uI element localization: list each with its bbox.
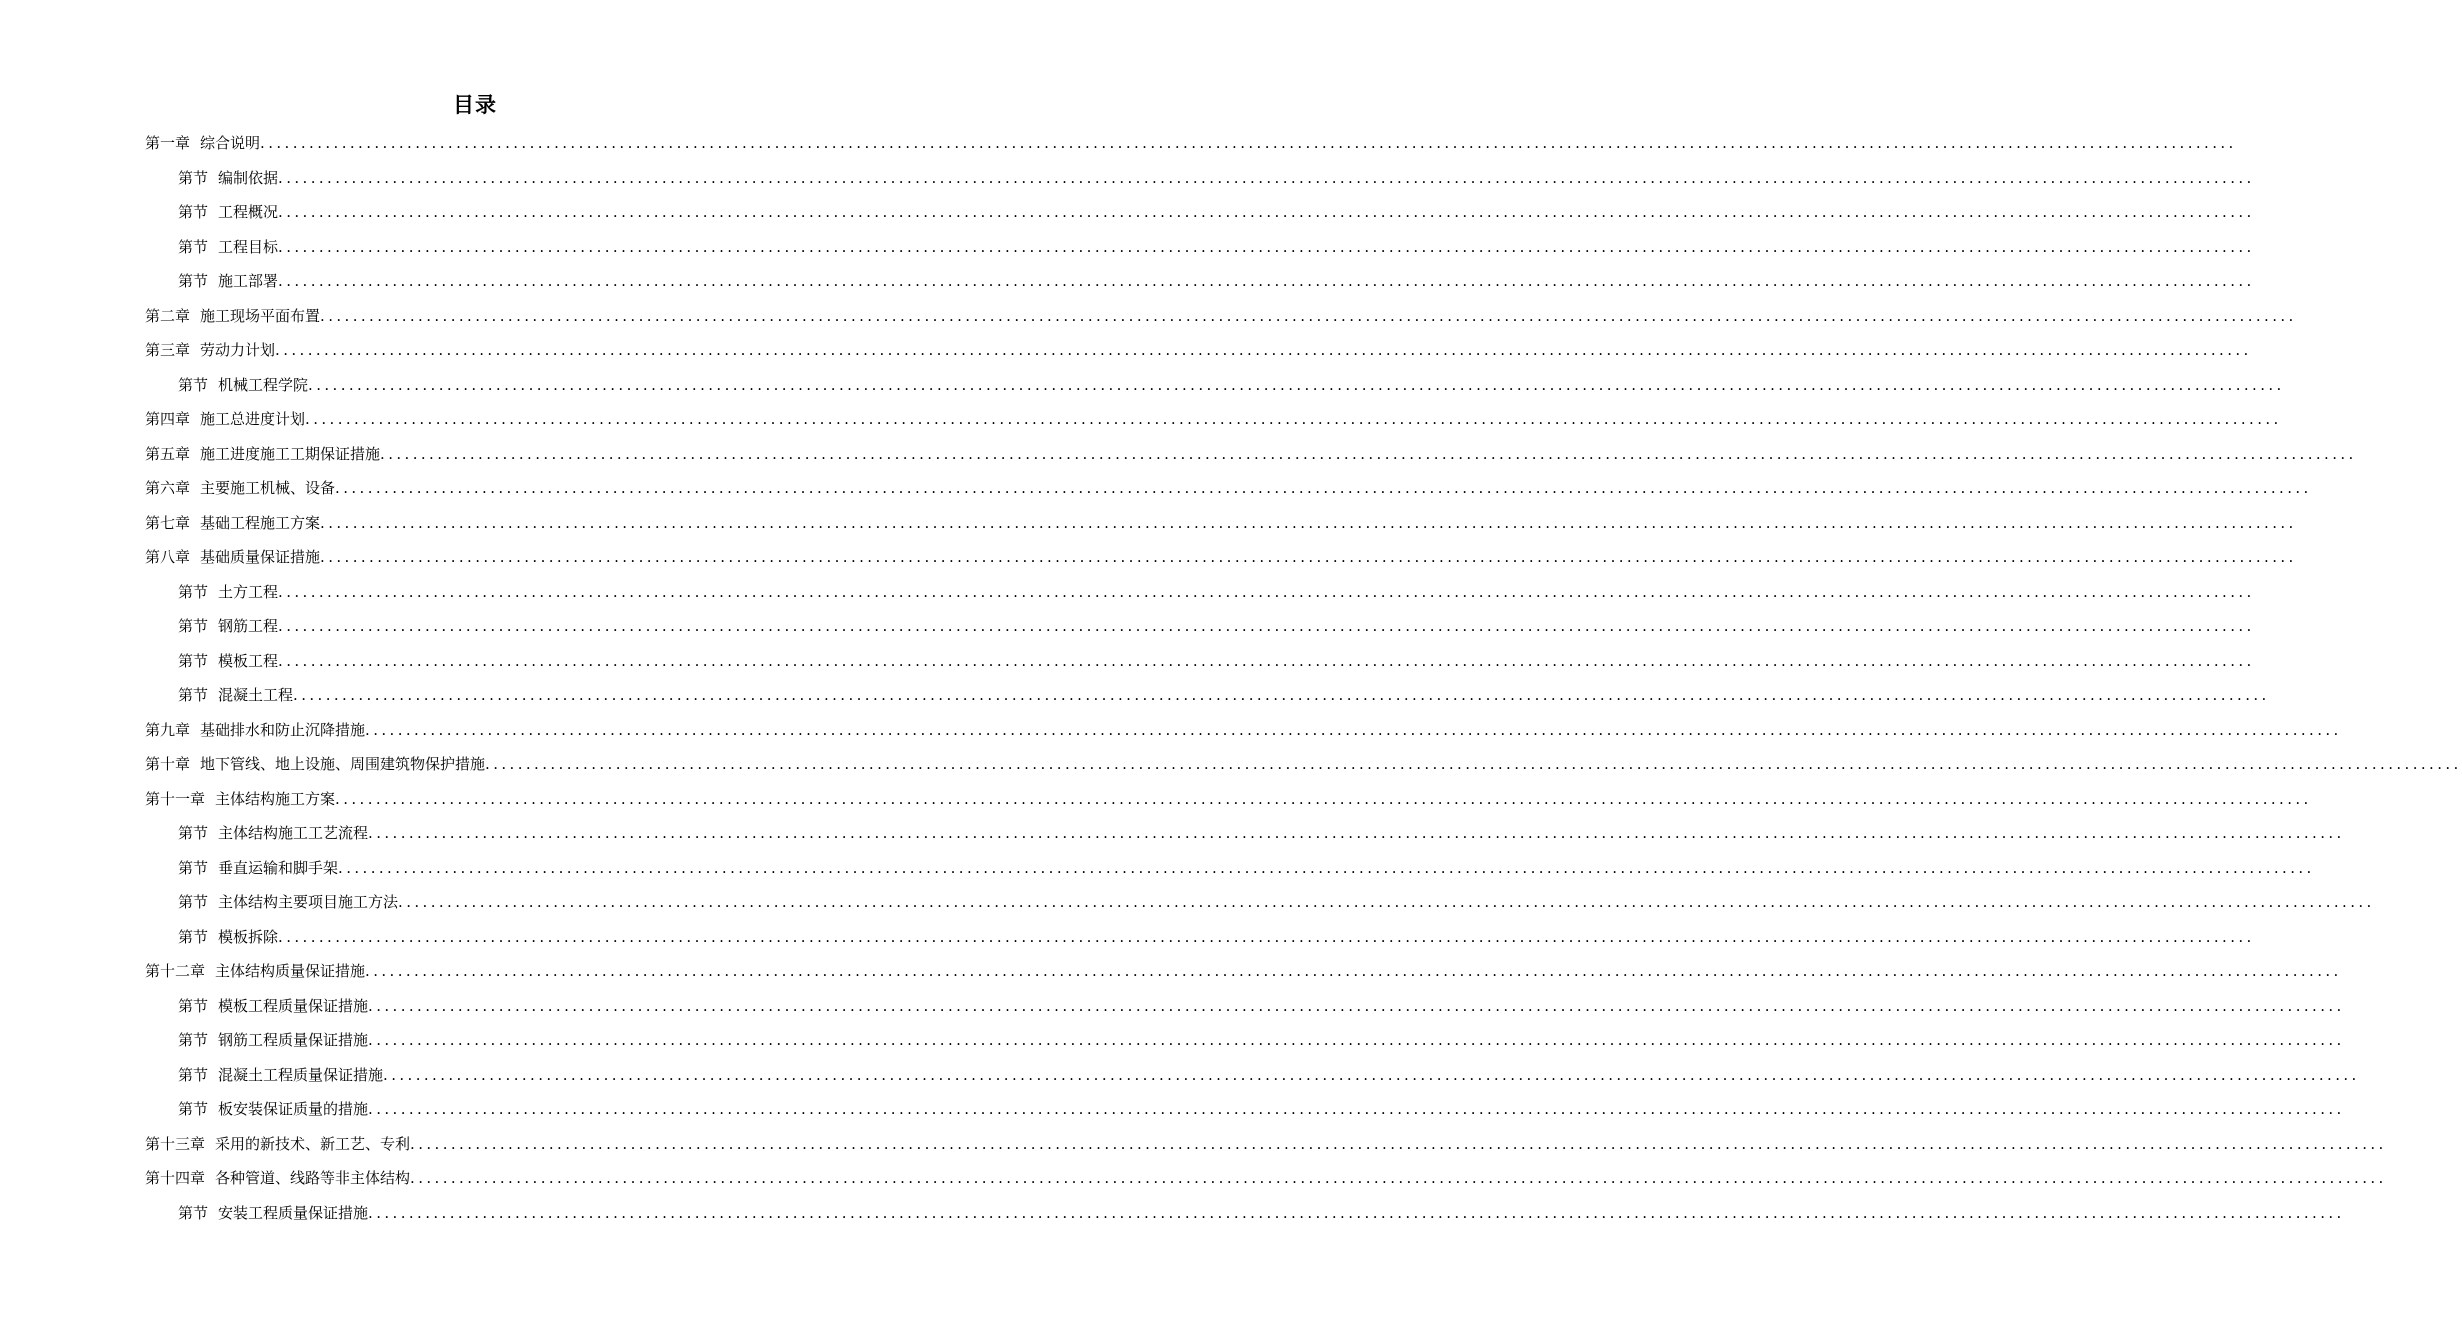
- toc-entry-label: 第十章: [145, 755, 191, 774]
- toc-entry-label: 第节: [178, 996, 209, 1015]
- toc-entry-label: 第节: [178, 686, 209, 705]
- toc-dot-leader: ..................................................................................................................................................................................................................................................: [278, 237, 2255, 256]
- toc-entry-text: 主体结构施工方案: [215, 789, 336, 808]
- toc-dot-leader: ..................................................................................................................................................................................................................................................: [305, 410, 2282, 429]
- toc-entry-text: 土方工程: [218, 582, 279, 601]
- toc-chapter-entry[interactable]: [0, 471, 2312, 506]
- toc-entry-text: 主体结构施工工艺流程: [218, 824, 369, 843]
- toc-entry-text: 模板工程质量保证措施: [218, 996, 369, 1015]
- toc-section-entry[interactable]: [0, 920, 2255, 955]
- toc-dot-leader: ..................................................................................................................................................................................................................................................: [320, 548, 2297, 567]
- toc-dot-leader: ..................................................................................................................................................................................................................................................: [278, 203, 2255, 222]
- toc-entry-label: 第节: [178, 893, 209, 912]
- toc-entry-text: 混凝土工程质量保证措施: [218, 1065, 384, 1084]
- toc-section-entry[interactable]: [0, 1058, 2360, 1093]
- toc-dot-leader: ..................................................................................................................................................................................................................................................: [338, 858, 2315, 877]
- toc-entry-label: 第十四章: [145, 1169, 206, 1188]
- toc-dot-leader: ..................................................................................................................................................................................................................................................: [335, 479, 2312, 498]
- toc-entry-text: 工程概况: [218, 203, 279, 222]
- toc-entry-label: 第节: [178, 858, 209, 877]
- toc-chapter-entry[interactable]: [0, 1161, 2387, 1196]
- toc-entry-text: 基础质量保证措施: [200, 548, 321, 567]
- toc-dot-leader: ..................................................................................................................................................................................................................................................: [308, 375, 2285, 394]
- toc-section-entry[interactable]: [0, 644, 2255, 679]
- toc-dot-leader: ..................................................................................................................................................................................................................................................: [383, 1065, 2360, 1084]
- toc-dot-leader: ..................................................................................................................................................................................................................................................: [380, 444, 2357, 463]
- toc-dot-leader: ..................................................................................................................................................................................................................................................: [368, 1100, 2345, 1119]
- toc-entry-label: 第节: [178, 168, 209, 187]
- toc-dot-leader: ..................................................................................................................................................................................................................................................: [410, 1134, 2387, 1153]
- toc-entry-label: 第五章: [145, 444, 191, 463]
- toc-dot-leader: ..................................................................................................................................................................................................................................................: [368, 824, 2345, 843]
- toc-entry-label: 第十一章: [145, 789, 206, 808]
- toc-chapter-entry[interactable]: [0, 540, 2297, 575]
- toc-entry-text: 施工部署: [218, 272, 279, 291]
- toc-section-entry[interactable]: [0, 885, 2375, 920]
- toc-dot-leader: ..................................................................................................................................................................................................................................................: [368, 1203, 2345, 1222]
- toc-dot-leader: ..................................................................................................................................................................................................................................................: [335, 789, 2312, 808]
- toc-entry-label: 第节: [178, 824, 209, 843]
- toc-chapter-entry[interactable]: [0, 402, 2282, 437]
- toc-dot-leader: ..................................................................................................................................................................................................................................................: [398, 893, 2375, 912]
- toc-section-entry[interactable]: [0, 1196, 2345, 1231]
- toc-entry-label: 第节: [178, 1203, 209, 1222]
- toc-section-entry[interactable]: [0, 161, 2255, 196]
- toc-chapter-entry[interactable]: [0, 333, 2252, 368]
- toc-entry-label: 第节: [178, 1065, 209, 1084]
- toc-entry-label: 第十二章: [145, 962, 206, 981]
- toc-dot-leader: ..................................................................................................................................................................................................................................................: [278, 272, 2255, 291]
- toc-entry-text: 模板拆除: [218, 927, 279, 946]
- toc-entry-text: 施工现场平面布置: [200, 306, 321, 325]
- toc-entry-label: 第一章: [145, 134, 191, 153]
- toc-entry-text: 基础工程施工方案: [200, 513, 321, 532]
- toc-entry-label: 第节: [178, 272, 209, 291]
- toc-section-entry[interactable]: [0, 816, 2345, 851]
- toc-entry-text: 工程目标: [218, 237, 279, 256]
- toc-entry-text: 综合说明: [200, 134, 261, 153]
- toc-section-entry[interactable]: [0, 195, 2255, 230]
- toc-entry-label: 第六章: [145, 479, 191, 498]
- toc-section-entry[interactable]: [0, 609, 2255, 644]
- toc-chapter-entry[interactable]: [0, 782, 2312, 817]
- toc-dot-leader: ..................................................................................................................................................................................................................................................: [260, 134, 2237, 153]
- toc-entry-text: 主体结构主要项目施工方法: [218, 893, 399, 912]
- toc-entry-label: 第七章: [145, 513, 191, 532]
- toc-entry-text: 地下管线、地上设施、周围建筑物保护措施: [200, 755, 486, 774]
- toc-chapter-entry[interactable]: [0, 1127, 2387, 1162]
- toc-dot-leader: ..................................................................................................................................................................................................................................................: [278, 617, 2255, 636]
- toc-entry-label: 第四章: [145, 410, 191, 429]
- toc-dot-leader: ..................................................................................................................................................................................................................................................: [278, 927, 2255, 946]
- toc-chapter-entry[interactable]: [0, 126, 2237, 161]
- toc-chapter-entry[interactable]: [0, 506, 2297, 541]
- toc-entry-text: 混凝土工程: [218, 686, 294, 705]
- toc-section-entry[interactable]: [0, 264, 2255, 299]
- toc-dot-leader: ..................................................................................................................................................................................................................................................: [320, 306, 2297, 325]
- toc-dot-leader: ..................................................................................................................................................................................................................................................: [485, 755, 2462, 774]
- toc-entry-text: 基础排水和防止沉降措施: [200, 720, 366, 739]
- toc-dot-leader: ..................................................................................................................................................................................................................................................: [278, 168, 2255, 187]
- toc-entry-text: 主要施工机械、设备: [200, 479, 336, 498]
- toc-entry-text: 垂直运输和脚手架: [218, 858, 339, 877]
- toc-entry-text: 板安装保证质量的措施: [218, 1100, 369, 1119]
- toc-entry-label: 第节: [178, 617, 209, 636]
- toc-section-entry[interactable]: [0, 368, 2285, 403]
- toc-entry-text: 编制依据: [218, 168, 279, 187]
- toc-section-entry[interactable]: [0, 230, 2255, 265]
- toc-dot-leader: ..................................................................................................................................................................................................................................................: [275, 341, 2252, 360]
- toc-entry-label: 第九章: [145, 720, 191, 739]
- toc-chapter-entry[interactable]: [0, 954, 2342, 989]
- toc-section-entry[interactable]: [0, 678, 2270, 713]
- toc-dot-leader: ..................................................................................................................................................................................................................................................: [293, 686, 2270, 705]
- toc-section-entry[interactable]: [0, 989, 2345, 1024]
- toc-entry-text: 采用的新技术、新工艺、专利: [215, 1134, 411, 1153]
- toc-entry-text: 各种管道、线路等非主体结构: [215, 1169, 411, 1188]
- toc-title: 目录: [453, 93, 497, 117]
- toc-section-entry[interactable]: [0, 1092, 2345, 1127]
- toc-entry-text: 主体结构质量保证措施: [215, 962, 366, 981]
- toc-entry-label: 第八章: [145, 548, 191, 567]
- toc-entry-label: 第节: [178, 582, 209, 601]
- toc-entry-label: 第节: [178, 1100, 209, 1119]
- toc-entry-label: 第节: [178, 927, 209, 946]
- toc-entry-label: 第三章: [145, 341, 191, 360]
- toc-entry-label: 第节: [178, 375, 209, 394]
- toc-dot-leader: ..................................................................................................................................................................................................................................................: [320, 513, 2297, 532]
- toc-dot-leader: ..................................................................................................................................................................................................................................................: [278, 582, 2255, 601]
- toc-entry-text: 模板工程: [218, 651, 279, 670]
- toc-entry-label: 第二章: [145, 306, 191, 325]
- toc-list: [0, 126, 2462, 1230]
- toc-dot-leader: ..................................................................................................................................................................................................................................................: [368, 996, 2345, 1015]
- toc-entry-label: 第节: [178, 203, 209, 222]
- toc-dot-leader: ..................................................................................................................................................................................................................................................: [365, 962, 2342, 981]
- toc-entry-text: 钢筋工程: [218, 617, 279, 636]
- toc-entry-label: 第节: [178, 1031, 209, 1050]
- toc-dot-leader: ..................................................................................................................................................................................................................................................: [365, 720, 2342, 739]
- toc-chapter-entry[interactable]: [0, 713, 2342, 748]
- toc-entry-text: 安装工程质量保证措施: [218, 1203, 369, 1222]
- toc-chapter-entry[interactable]: [0, 437, 2357, 472]
- toc-section-entry[interactable]: [0, 851, 2315, 886]
- toc-dot-leader: ..................................................................................................................................................................................................................................................: [368, 1031, 2345, 1050]
- toc-section-entry[interactable]: [0, 1023, 2345, 1058]
- toc-entry-text: 机械工程学院: [218, 375, 309, 394]
- toc-dot-leader: ..................................................................................................................................................................................................................................................: [278, 651, 2255, 670]
- toc-entry-text: 钢筋工程质量保证措施: [218, 1031, 369, 1050]
- toc-entry-text: 劳动力计划: [200, 341, 276, 360]
- toc-entry-label: 第十三章: [145, 1134, 206, 1153]
- toc-entry-label: 第节: [178, 237, 209, 256]
- toc-entry-text: 施工总进度计划: [200, 410, 306, 429]
- toc-chapter-entry[interactable]: [0, 299, 2297, 334]
- toc-chapter-entry[interactable]: [0, 747, 2462, 782]
- toc-entry-label: 第节: [178, 651, 209, 670]
- toc-dot-leader: ..................................................................................................................................................................................................................................................: [410, 1169, 2387, 1188]
- toc-section-entry[interactable]: [0, 575, 2255, 610]
- toc-entry-text: 施工进度施工工期保证措施: [200, 444, 381, 463]
